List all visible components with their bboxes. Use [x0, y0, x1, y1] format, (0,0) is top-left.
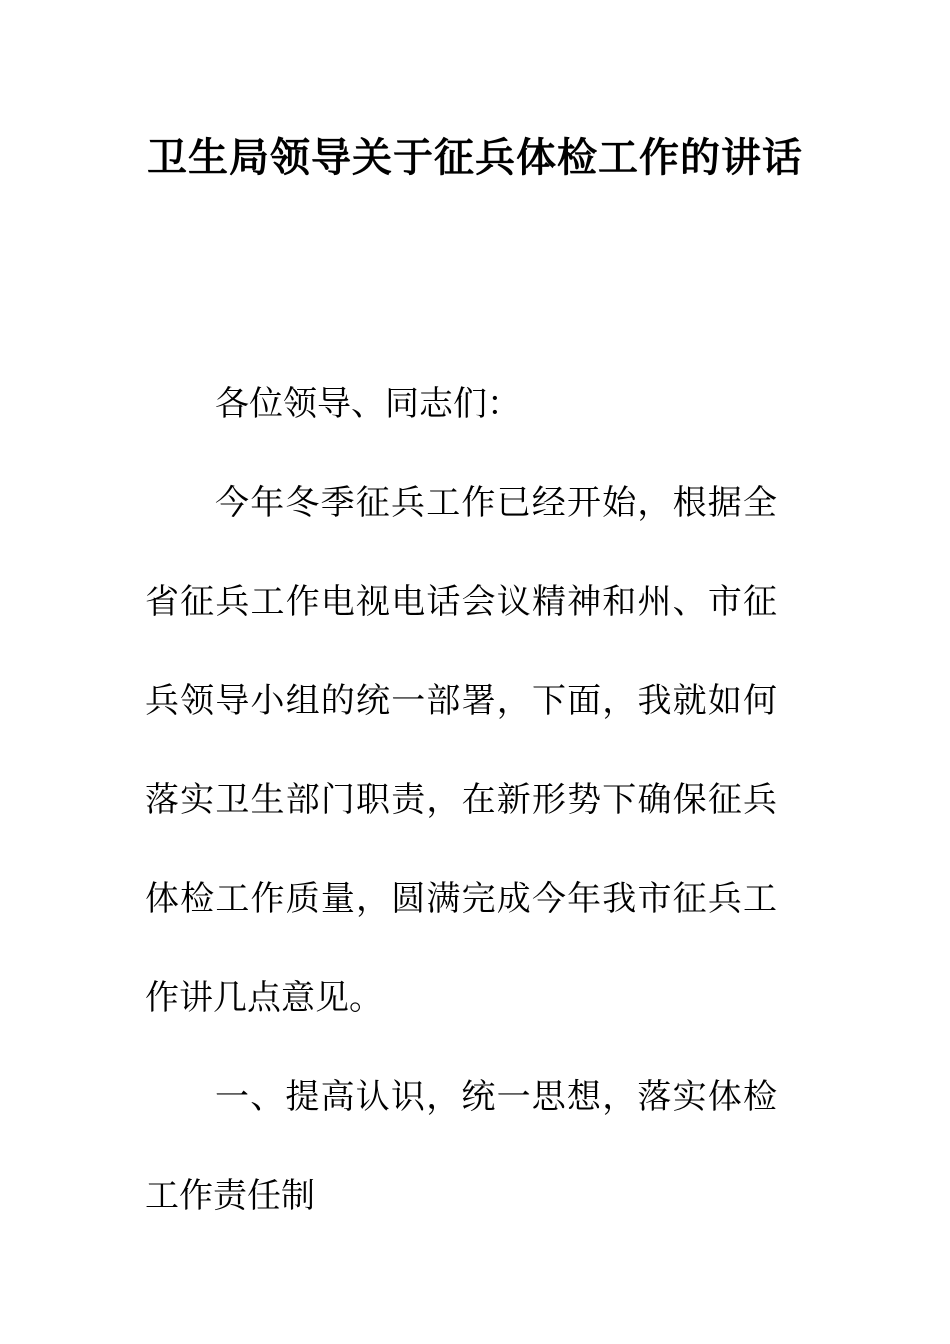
section-heading-paragraph: 一、提高认识，统一思想，落实体检工作责任制	[145, 1077, 777, 1216]
document-title: 卫生局领导关于征兵体检工作的讲话	[147, 135, 803, 181]
intro-paragraph: 今年冬季征兵工作已经开始，根据全省征兵工作电视电话会议精神和州、市征兵领导小组的统一部署，下面，我就如何落实卫生部门职责，在新形势下确保征兵体检工作质量，圆满完成今年我市征兵工作讲几点意见。	[145, 483, 777, 1018]
salutation-paragraph: 各位领导、同志们：	[215, 384, 521, 424]
document-body	[145, 355, 777, 1246]
